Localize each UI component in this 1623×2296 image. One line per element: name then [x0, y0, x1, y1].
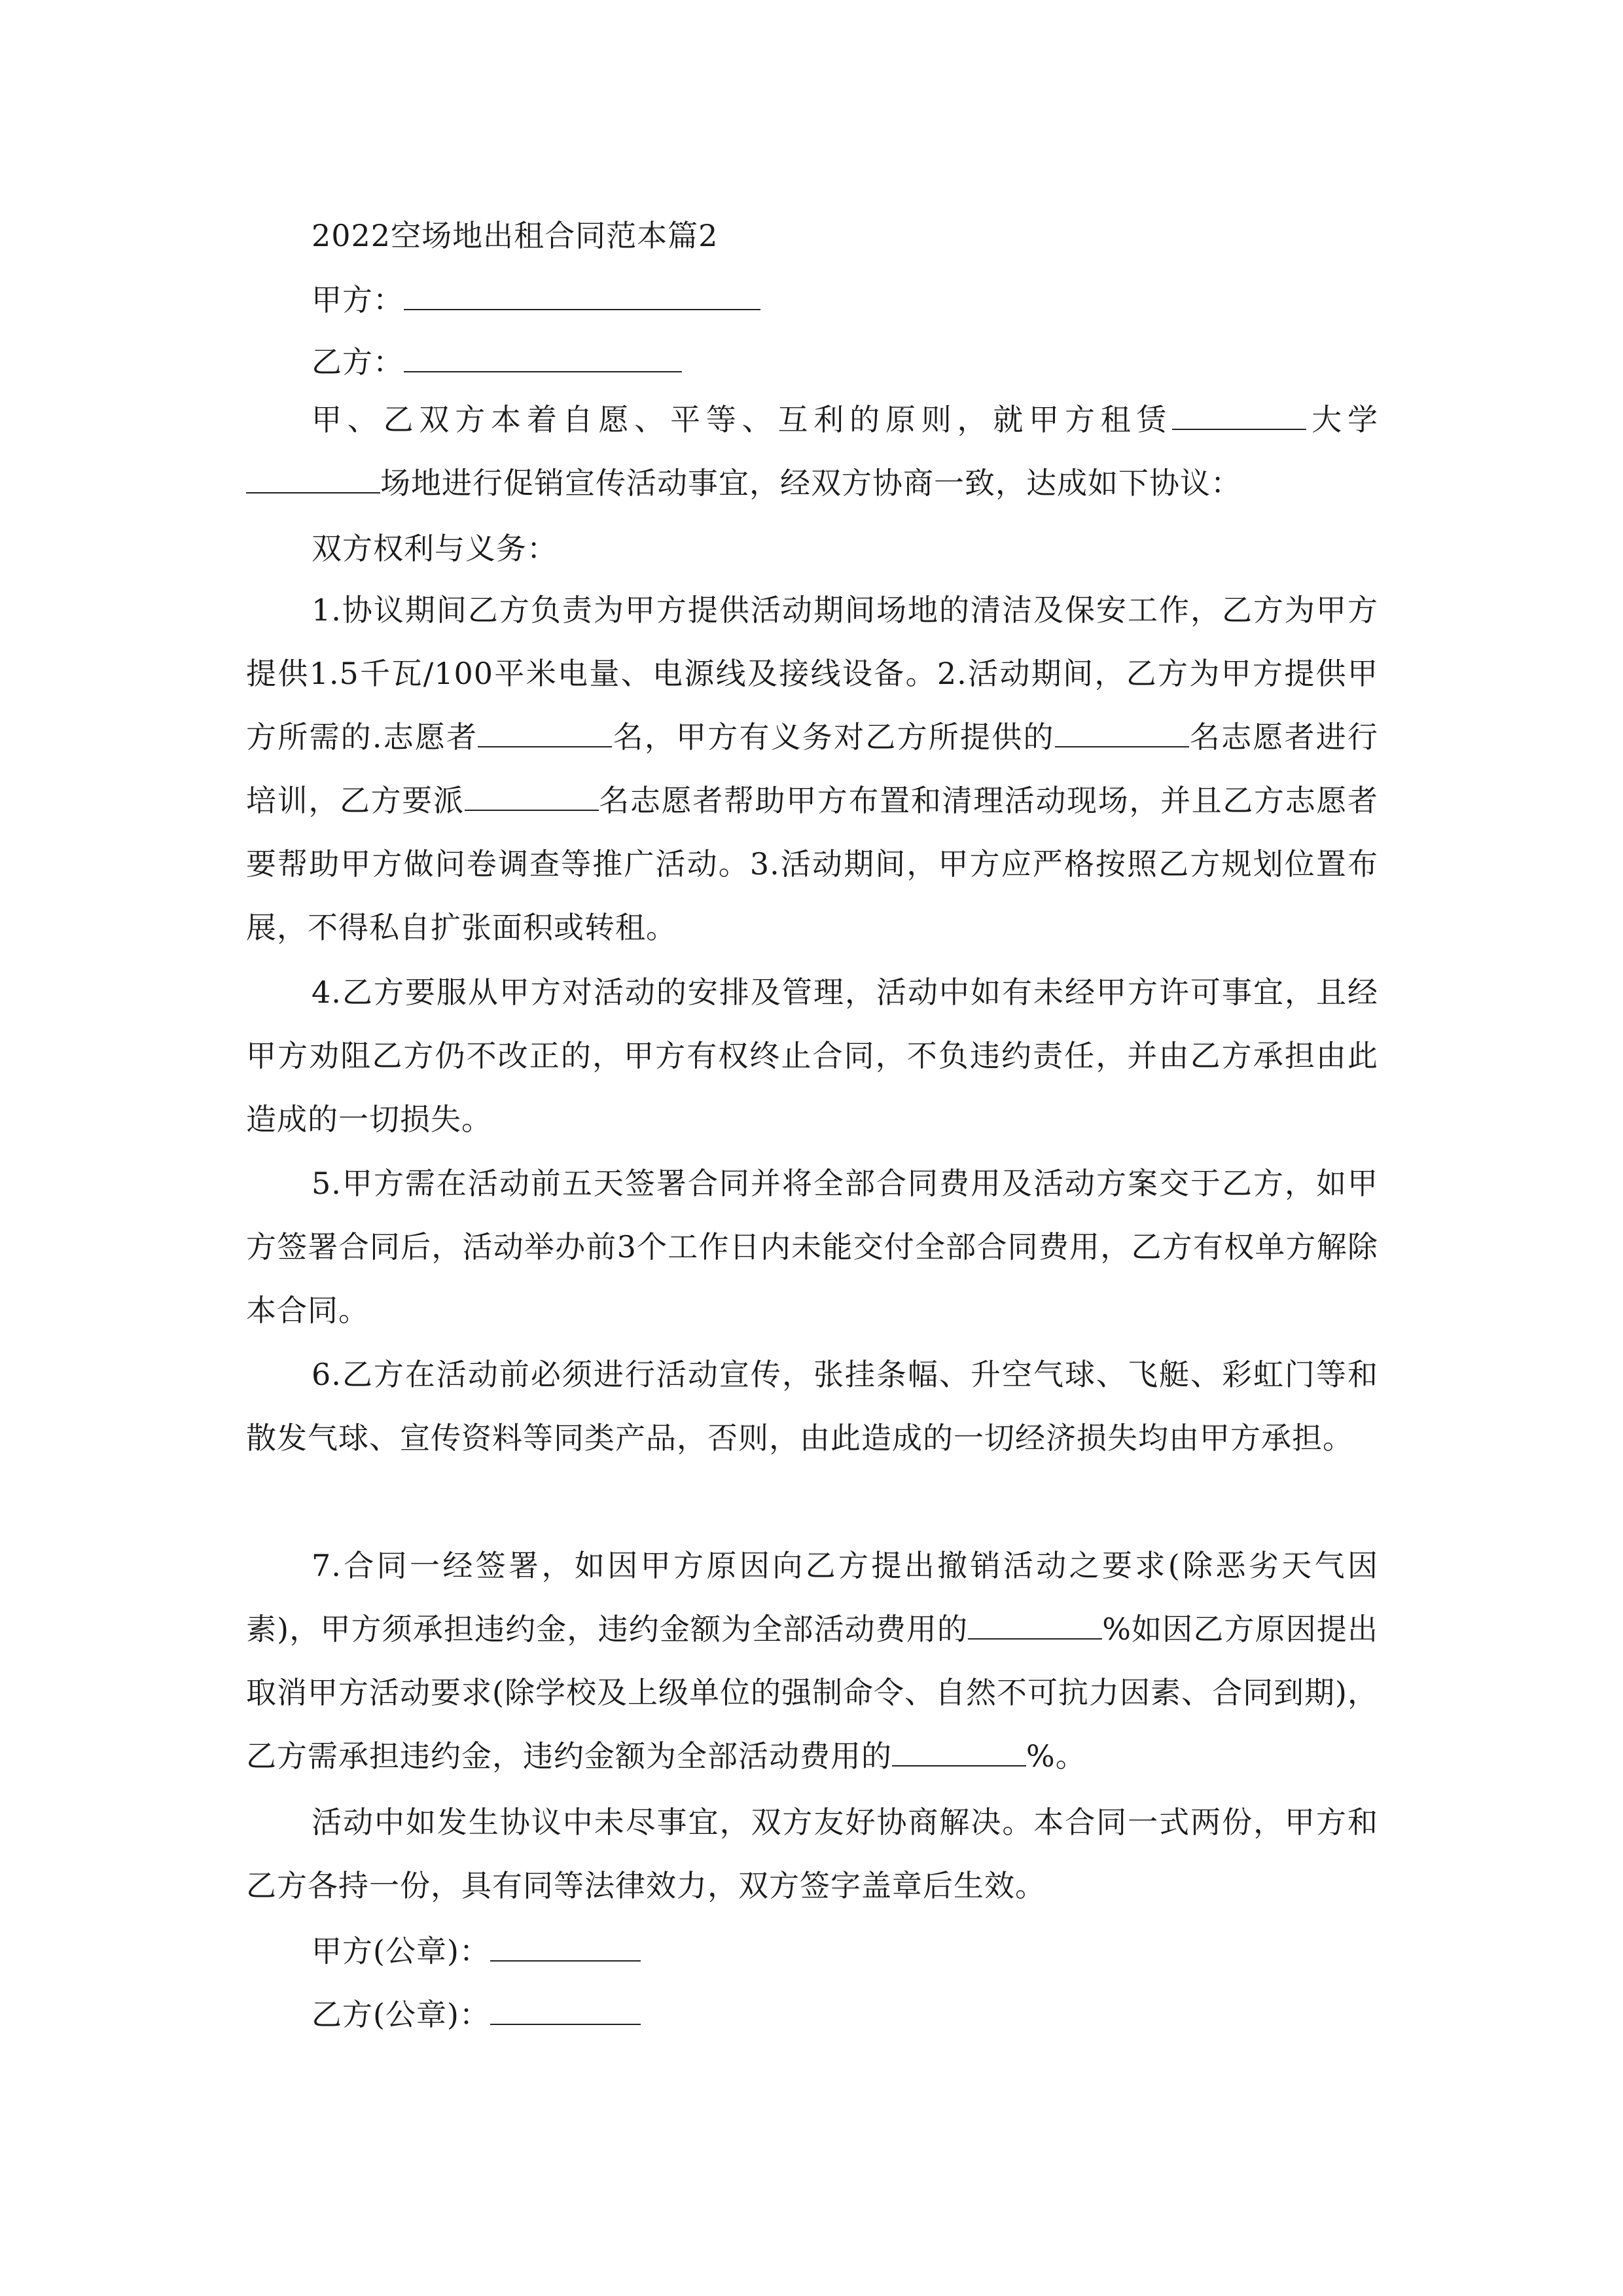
party-b-label: 乙方： — [312, 344, 404, 380]
clause7-blank-1 — [968, 1612, 1102, 1640]
intro-text-2: 大学 — [1306, 402, 1379, 437]
clause1-blank-2 — [1055, 720, 1189, 747]
sign-a-label: 甲方(公章)： — [312, 1933, 490, 1969]
clause1-text-1: 1.协议期间乙方负责为甲方提供活动期间场地的清洁及保安工作，乙方为甲方提供1.5千瓦/100平米电量、电源线及接线设备。2.活动期间，乙方为甲方提供甲方所需的.志愿者 — [246, 592, 1378, 755]
clause1-blank-1 — [478, 720, 612, 747]
clause1-text-4: 名志愿者帮助甲方布置和清理活动现场，并且乙方志愿者要帮助甲方做问卷调查等推广活动。3.活动期间，甲方应严格按照乙方规划位置布展，不得私自扩张面积或转租。 — [246, 783, 1378, 945]
sign-b-blank — [490, 1998, 641, 2025]
party-a-label: 甲方： — [312, 282, 404, 317]
clause-5-paragraph — [246, 1152, 1378, 1342]
clause4-text: 4.乙方要服从甲方对活动的安排及管理，活动中如有未经甲方许可事宜，且经甲方劝阻乙方仍不改正的，甲方有权终止合同，不负违约责任，并由乙方承担由此造成的一切损失。 — [246, 975, 1378, 1137]
clause-1-3-paragraph — [246, 579, 1378, 960]
sign-b-line — [312, 1983, 641, 2047]
rights-heading — [312, 517, 558, 581]
clause1-blank-3 — [465, 783, 599, 811]
sign-b-label: 乙方(公章)： — [312, 1997, 490, 2032]
clause7-text-1: 7.合同一经签署，如因甲方原因向乙方提出撤销活动之要求(除恶劣天气因素)，甲方须承担违约金，违约金额为全部活动费用的 — [246, 1548, 1378, 1647]
rights-heading-text: 双方权利与义务： — [312, 531, 558, 566]
clause1-text-2: 名，甲方有义务对乙方所提供的 — [612, 719, 1055, 755]
closing-text: 活动中如发生协议中未尽事宜，双方友好协商解决。本合同一式两份，甲方和乙方各持一份，具有同等法律效力，双方签字盖章后生效。 — [246, 1804, 1378, 1903]
clause7-text-3: %。 — [1026, 1738, 1086, 1774]
clause-4-paragraph — [246, 961, 1378, 1151]
document-title — [312, 204, 718, 268]
sign-a-line — [312, 1920, 641, 1983]
clause-6-paragraph — [246, 1343, 1378, 1470]
party-a-blank — [404, 283, 760, 310]
clause6-text: 6.乙方在活动前必须进行活动宣传，张挂条幅、升空气球、飞艇、彩虹门等和散发气球、宣传资料等同类产品，否则，由此造成的一切经济损失均由甲方承担。 — [246, 1357, 1378, 1456]
intro-blank-1 — [1172, 403, 1306, 430]
clause7-text-2: %如因乙方原因提出取消甲方活动要求(除学校及上级单位的强制命令、自然不可抗力因素、合同到期)，乙方需承担违约金，违约金额为全部活动费用的 — [246, 1611, 1378, 1774]
clause7-blank-2 — [892, 1739, 1026, 1767]
title-text: 2022空场地出租合同范本篇2 — [312, 218, 719, 253]
clause-7-paragraph — [246, 1534, 1378, 1788]
sign-a-blank — [490, 1934, 641, 1962]
party-b-blank — [404, 345, 682, 372]
intro-text-3: 场地进行促销宣传活动事宜，经双方协商一致，达成如下协议： — [380, 465, 1241, 501]
clause1-text-3: 名志愿者进行培训，乙方要派 — [246, 719, 1379, 818]
intro-text-1: 甲、乙双方本着自愿、平等、互利的原则，就甲方租赁 — [312, 402, 1173, 437]
party-a-line — [312, 268, 760, 332]
intro-paragraph — [246, 388, 1378, 515]
clause5-text: 5.甲方需在活动前五天签署合同并将全部合同费用及活动方案交于乙方，如甲方签署合同后，活动举办前3个工作日内未能交付全部合同费用，乙方有权单方解除本合同。 — [246, 1166, 1378, 1328]
closing-paragraph — [246, 1791, 1378, 1918]
intro-blank-2 — [246, 466, 380, 493]
party-b-line — [312, 331, 682, 394]
